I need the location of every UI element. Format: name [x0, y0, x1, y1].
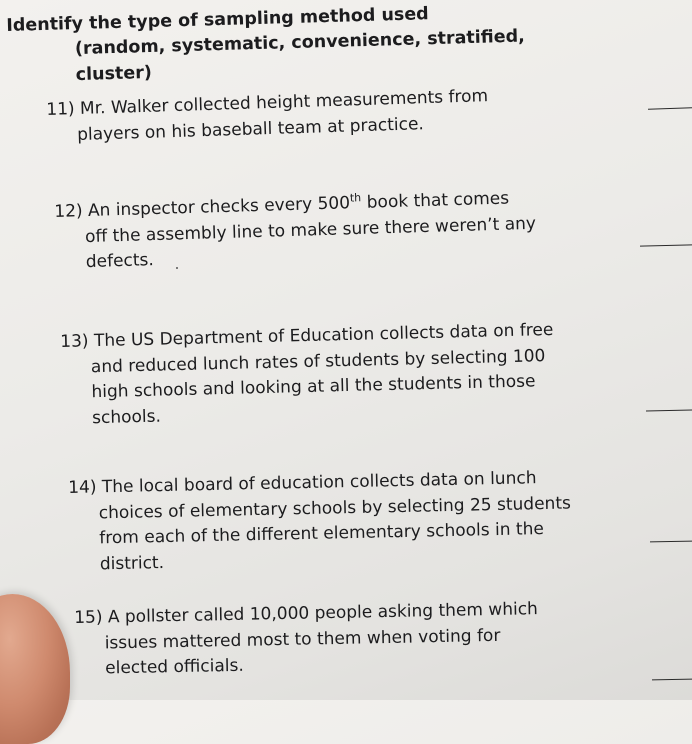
question-15	[74, 597, 565, 683]
question-12	[54, 186, 538, 277]
answer-line-15[interactable]	[652, 679, 692, 681]
answer-line-11[interactable]	[648, 107, 692, 110]
ordinal-suffix: th	[349, 191, 362, 205]
question-13-text: 13) The US Department of Education collects data on free and reduced lunch rates of students by selecting 100 high schools and looking at all the students in those schools.	[60, 319, 554, 428]
answer-line-13[interactable]	[646, 410, 692, 412]
question-12-text	[54, 186, 538, 277]
thumb-image	[0, 594, 70, 744]
answer-line-12[interactable]	[640, 244, 692, 246]
method-options: (random, systematic, convenience, stratified, cluster)	[74, 26, 526, 86]
question-12-text-end: book that comes off the assembly line to make sure there weren’t any defects.	[84, 188, 537, 273]
question-15-text: 15) A pollster called 10,000 people asking them which issues mattered most to them when voting for elected officials.	[74, 599, 539, 679]
question-14-text: 14) The local board of education collects data on lunch choices of elementary schools by selecting 25 students from each of the different elementary schools in the district.	[68, 468, 572, 574]
instructions-title: Identify the type of sampling method used	[6, 4, 429, 36]
question-13	[60, 318, 562, 432]
worksheet-header	[6, 0, 568, 90]
question-11	[46, 84, 507, 149]
question-14	[68, 465, 600, 578]
pen-mark	[176, 267, 178, 269]
question-11-text: 11) Mr. Walker collected height measurements from players on his baseball team at practice.	[46, 86, 489, 145]
answer-line-14[interactable]	[650, 541, 692, 543]
question-12-text-start: 12) An inspector checks every 500	[54, 193, 351, 222]
